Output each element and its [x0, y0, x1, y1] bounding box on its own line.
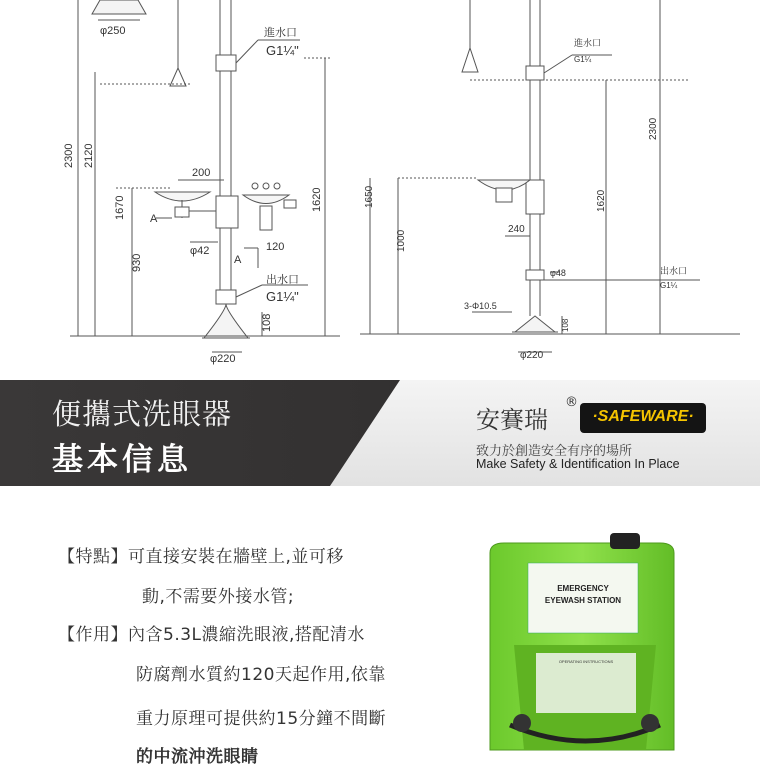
instructions-title: OPERATING INSTRUCTIONS	[558, 659, 614, 664]
dim-pipe-front: φ42	[190, 245, 210, 257]
dim-pipe-side: φ48	[550, 268, 566, 278]
tagline-cn: 致力於創造安全有序的場所	[476, 444, 633, 459]
dim-base-height-front: 108	[261, 313, 273, 332]
feature-label-characteristics: 【特點】	[58, 547, 128, 567]
eyewash-station-image	[460, 525, 700, 750]
dim-total-height-side: 2300	[648, 117, 659, 140]
cap-icon	[610, 533, 640, 549]
label-inlet-front: 進水口	[264, 27, 297, 39]
dim-base-diameter-front: φ220	[210, 353, 236, 365]
dim-bowl-height: 1670	[114, 195, 126, 220]
section-a-left: A	[150, 213, 158, 225]
brand-logo-text: ·SAFEWARE·	[592, 408, 694, 425]
dim-total-height-front: 2300	[63, 143, 75, 168]
banner-title: 便攜式洗眼器	[52, 397, 233, 431]
eyewash-nozzle-left-icon	[513, 714, 531, 732]
section-a-bottom: A	[234, 254, 242, 266]
feature-line-6: 的中流沖洗眼睛	[136, 747, 259, 767]
size-outlet-side: G1¼	[660, 281, 678, 290]
dim-mid-height-front: 1620	[311, 187, 323, 212]
size-outlet-front: G1¼"	[266, 289, 299, 304]
label-outlet-front: 出水口	[266, 274, 299, 286]
feature-line-2: 動,不需要外接水管;	[142, 587, 295, 607]
dim-head-diameter: φ250	[100, 25, 126, 37]
feature-line-1	[58, 542, 344, 567]
dim-base-diameter-side: φ220	[520, 350, 544, 361]
label-inlet-side: 進水口	[574, 38, 602, 48]
feature-text-3: 內含5.3L濃縮洗眼液,搭配清水	[128, 625, 365, 645]
brand-logo	[580, 403, 706, 433]
dim-bowl-height-side: 1650	[364, 185, 375, 208]
registered-mark: ®	[565, 395, 578, 410]
dim-bowl-width-side: 240	[508, 224, 525, 235]
feature-line-5: 重力原理可提供約15分鐘不間斷	[136, 709, 387, 729]
feature-text-1: 可直接安裝在牆壁上,並可移	[128, 547, 344, 567]
feature-label-function: 【作用】	[58, 625, 128, 645]
dim-side-width: 120	[266, 241, 285, 253]
feature-line-4: 防腐劑水質約120天起作用,依靠	[136, 665, 386, 685]
dim-mid-height-side: 1620	[596, 189, 607, 212]
banner-subtitle: 基本信息	[52, 442, 192, 478]
product-label-1: EMERGENCY	[557, 584, 609, 593]
feature-line-3	[58, 620, 438, 645]
dim-base-height-side: 108	[561, 318, 570, 332]
size-inlet-front: G1¼"	[266, 43, 299, 58]
dim-bowl-width: 200	[192, 167, 211, 179]
tagline-en: Make Safety & Identification In Place	[476, 457, 680, 471]
label-outlet-side: 出水口	[660, 266, 688, 276]
dim-valve-height: 930	[131, 253, 143, 272]
dim-head-height: 2120	[83, 143, 95, 168]
dimension-drawing	[0, 0, 750, 380]
dim-pedal-height: 1000	[396, 229, 407, 252]
size-inlet-side: G1¼	[574, 55, 592, 64]
eyewash-nozzle-right-icon	[641, 714, 659, 732]
brand-name-cn: 安賽瑞	[476, 406, 548, 434]
dim-bolts: 3-Φ10.5	[464, 301, 497, 311]
product-label-2: EYEWASH STATION	[544, 596, 622, 605]
